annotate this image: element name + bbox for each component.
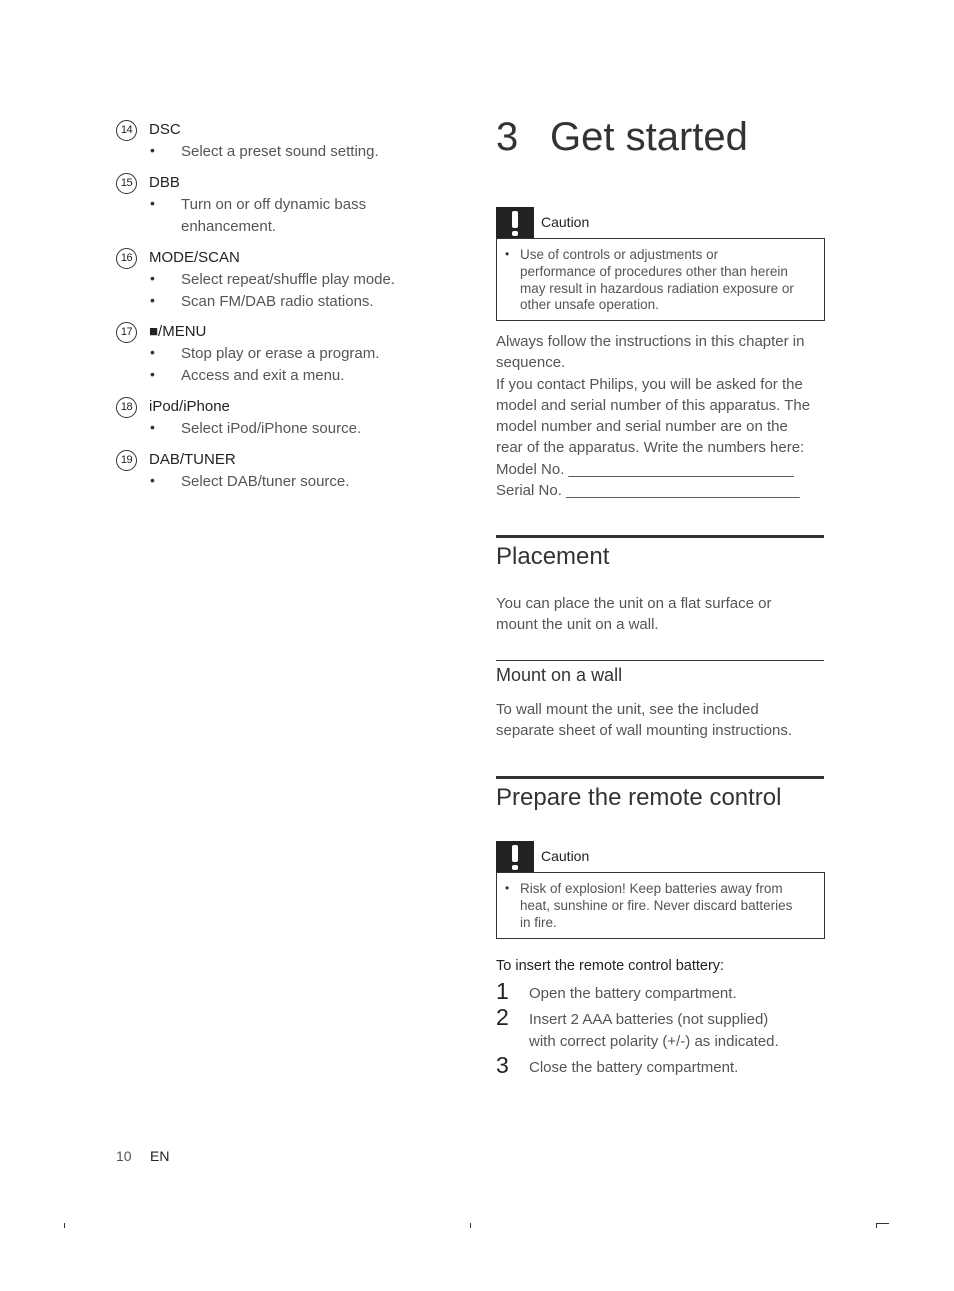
intro-line: model number and serial number are on the — [496, 418, 788, 436]
bullet-line: Scan FM/DAB radio stations. — [181, 292, 374, 310]
chapter-number: 3 — [496, 115, 519, 159]
steps-intro: To insert the remote control battery: — [496, 958, 725, 974]
section-rule — [496, 776, 824, 779]
step-number: 1 — [496, 978, 509, 1004]
bullet-line: Select a preset sound setting. — [181, 143, 379, 160]
caution-text — [520, 881, 792, 931]
mount-line: To wall mount the unit, see the included — [496, 701, 759, 718]
item-key: MODE/SCAN — [149, 249, 240, 266]
bullet-line: Select repeat/shuffle play mode. — [181, 271, 396, 288]
bullet-line: Turn on or off dynamic bass — [181, 196, 367, 213]
bullet-line: enhancement. — [181, 217, 277, 235]
intro-line: If you contact Philips, you will be asked for the — [496, 375, 803, 393]
bullet-text — [181, 141, 379, 163]
bullet-line: Access and exit a menu. — [181, 366, 345, 384]
item-number: 19 — [116, 450, 137, 471]
caution-box — [496, 238, 825, 321]
item-key: iPod/iPhone — [149, 398, 230, 415]
bullet-line: Select DAB/tuner source. — [181, 473, 350, 490]
intro-line: sequence. — [496, 354, 566, 372]
placement-heading: Placement — [496, 543, 610, 570]
step-number: 2 — [496, 1004, 509, 1030]
caution-line: performance of procedures other than herein — [520, 263, 788, 279]
crop-mark — [470, 1223, 471, 1228]
caution-box — [496, 872, 825, 939]
step-text — [529, 1009, 779, 1052]
placement-line: mount the unit on a wall. — [496, 616, 659, 634]
crop-mark — [876, 1223, 889, 1224]
intro-line: Serial No. ____________________________ — [496, 482, 800, 500]
mount-line: separate sheet of wall mounting instructions. — [496, 722, 792, 740]
item-number: 14 — [116, 120, 137, 141]
bullet-icon: • — [150, 472, 155, 488]
item-number: 17 — [116, 322, 137, 343]
caution-line: in fire. — [520, 914, 557, 930]
intro-text — [496, 331, 826, 501]
language-code: EN — [150, 1148, 170, 1164]
caution-line: may result in hazardous radiation exposure or — [520, 280, 794, 296]
item-key: ■/MENU — [149, 323, 207, 340]
bullet-text — [181, 471, 349, 493]
caution-line: Use of controls or adjustments or — [520, 247, 719, 262]
caution-icon — [496, 207, 534, 239]
intro-line: Always follow the instructions in this chapter in — [496, 333, 805, 350]
item-number: 18 — [116, 397, 137, 418]
caution-text — [520, 247, 794, 314]
bullet-line: Stop play or erase a program. — [181, 345, 380, 362]
placement-line: You can place the unit on a flat surface or — [496, 595, 772, 612]
caution-label: Caution — [541, 848, 590, 864]
mount-heading: Mount on a wall — [496, 665, 623, 685]
crop-mark — [64, 1223, 65, 1228]
step-line: Close the battery compartment. — [529, 1059, 739, 1076]
item-number: 15 — [116, 173, 137, 194]
step-text — [529, 1057, 738, 1079]
caution-icon — [496, 841, 534, 873]
caution-line: other unsafe operation. — [520, 297, 659, 313]
bullet-icon: • — [150, 270, 155, 286]
chapter-title: Get started — [550, 115, 748, 159]
bullet-text — [181, 269, 395, 291]
intro-line: model and serial number of this apparatus. The — [496, 396, 811, 414]
subsection-rule — [496, 660, 824, 661]
caution-line: Risk of explosion! Keep batteries away from — [520, 881, 783, 896]
bullet-icon: • — [505, 247, 510, 261]
page-number: 10 — [116, 1148, 132, 1164]
item-key: DBB — [149, 174, 180, 191]
bullet-icon: • — [150, 291, 155, 308]
bullet-text — [181, 365, 344, 387]
step-line: Open the battery compartment. — [529, 985, 737, 1002]
section-rule — [496, 535, 824, 538]
step-text — [529, 983, 737, 1005]
bullet-icon: • — [150, 365, 155, 382]
bullet-icon: • — [150, 142, 155, 158]
bullet-icon: • — [150, 344, 155, 360]
item-number: 16 — [116, 248, 137, 269]
bullet-text — [181, 291, 374, 313]
caution-line: heat, sunshine or fire. Never discard batteries — [520, 897, 793, 913]
bullet-line: Select iPod/iPhone source. — [181, 420, 362, 437]
crop-mark — [876, 1223, 877, 1228]
bullet-text — [181, 418, 361, 440]
remote-heading: Prepare the remote control — [496, 784, 782, 811]
item-key: DAB/TUNER — [149, 451, 236, 468]
mount-text — [496, 699, 826, 742]
step-number: 3 — [496, 1052, 509, 1078]
bullet-icon: • — [505, 881, 510, 895]
step-line: with correct polarity (+/-) as indicated. — [529, 1032, 779, 1050]
intro-line: rear of the apparatus. Write the numbers here: — [496, 439, 805, 457]
caution-label: Caution — [541, 214, 590, 230]
placement-text — [496, 593, 826, 636]
step-line: Insert 2 AAA batteries (not supplied) — [529, 1011, 769, 1028]
item-key: DSC — [149, 121, 181, 138]
bullet-text — [181, 194, 366, 237]
bullet-icon: • — [150, 195, 155, 211]
bullet-text — [181, 343, 379, 365]
bullet-icon: • — [150, 419, 155, 435]
intro-line: Model No. ___________________________ — [496, 460, 794, 478]
